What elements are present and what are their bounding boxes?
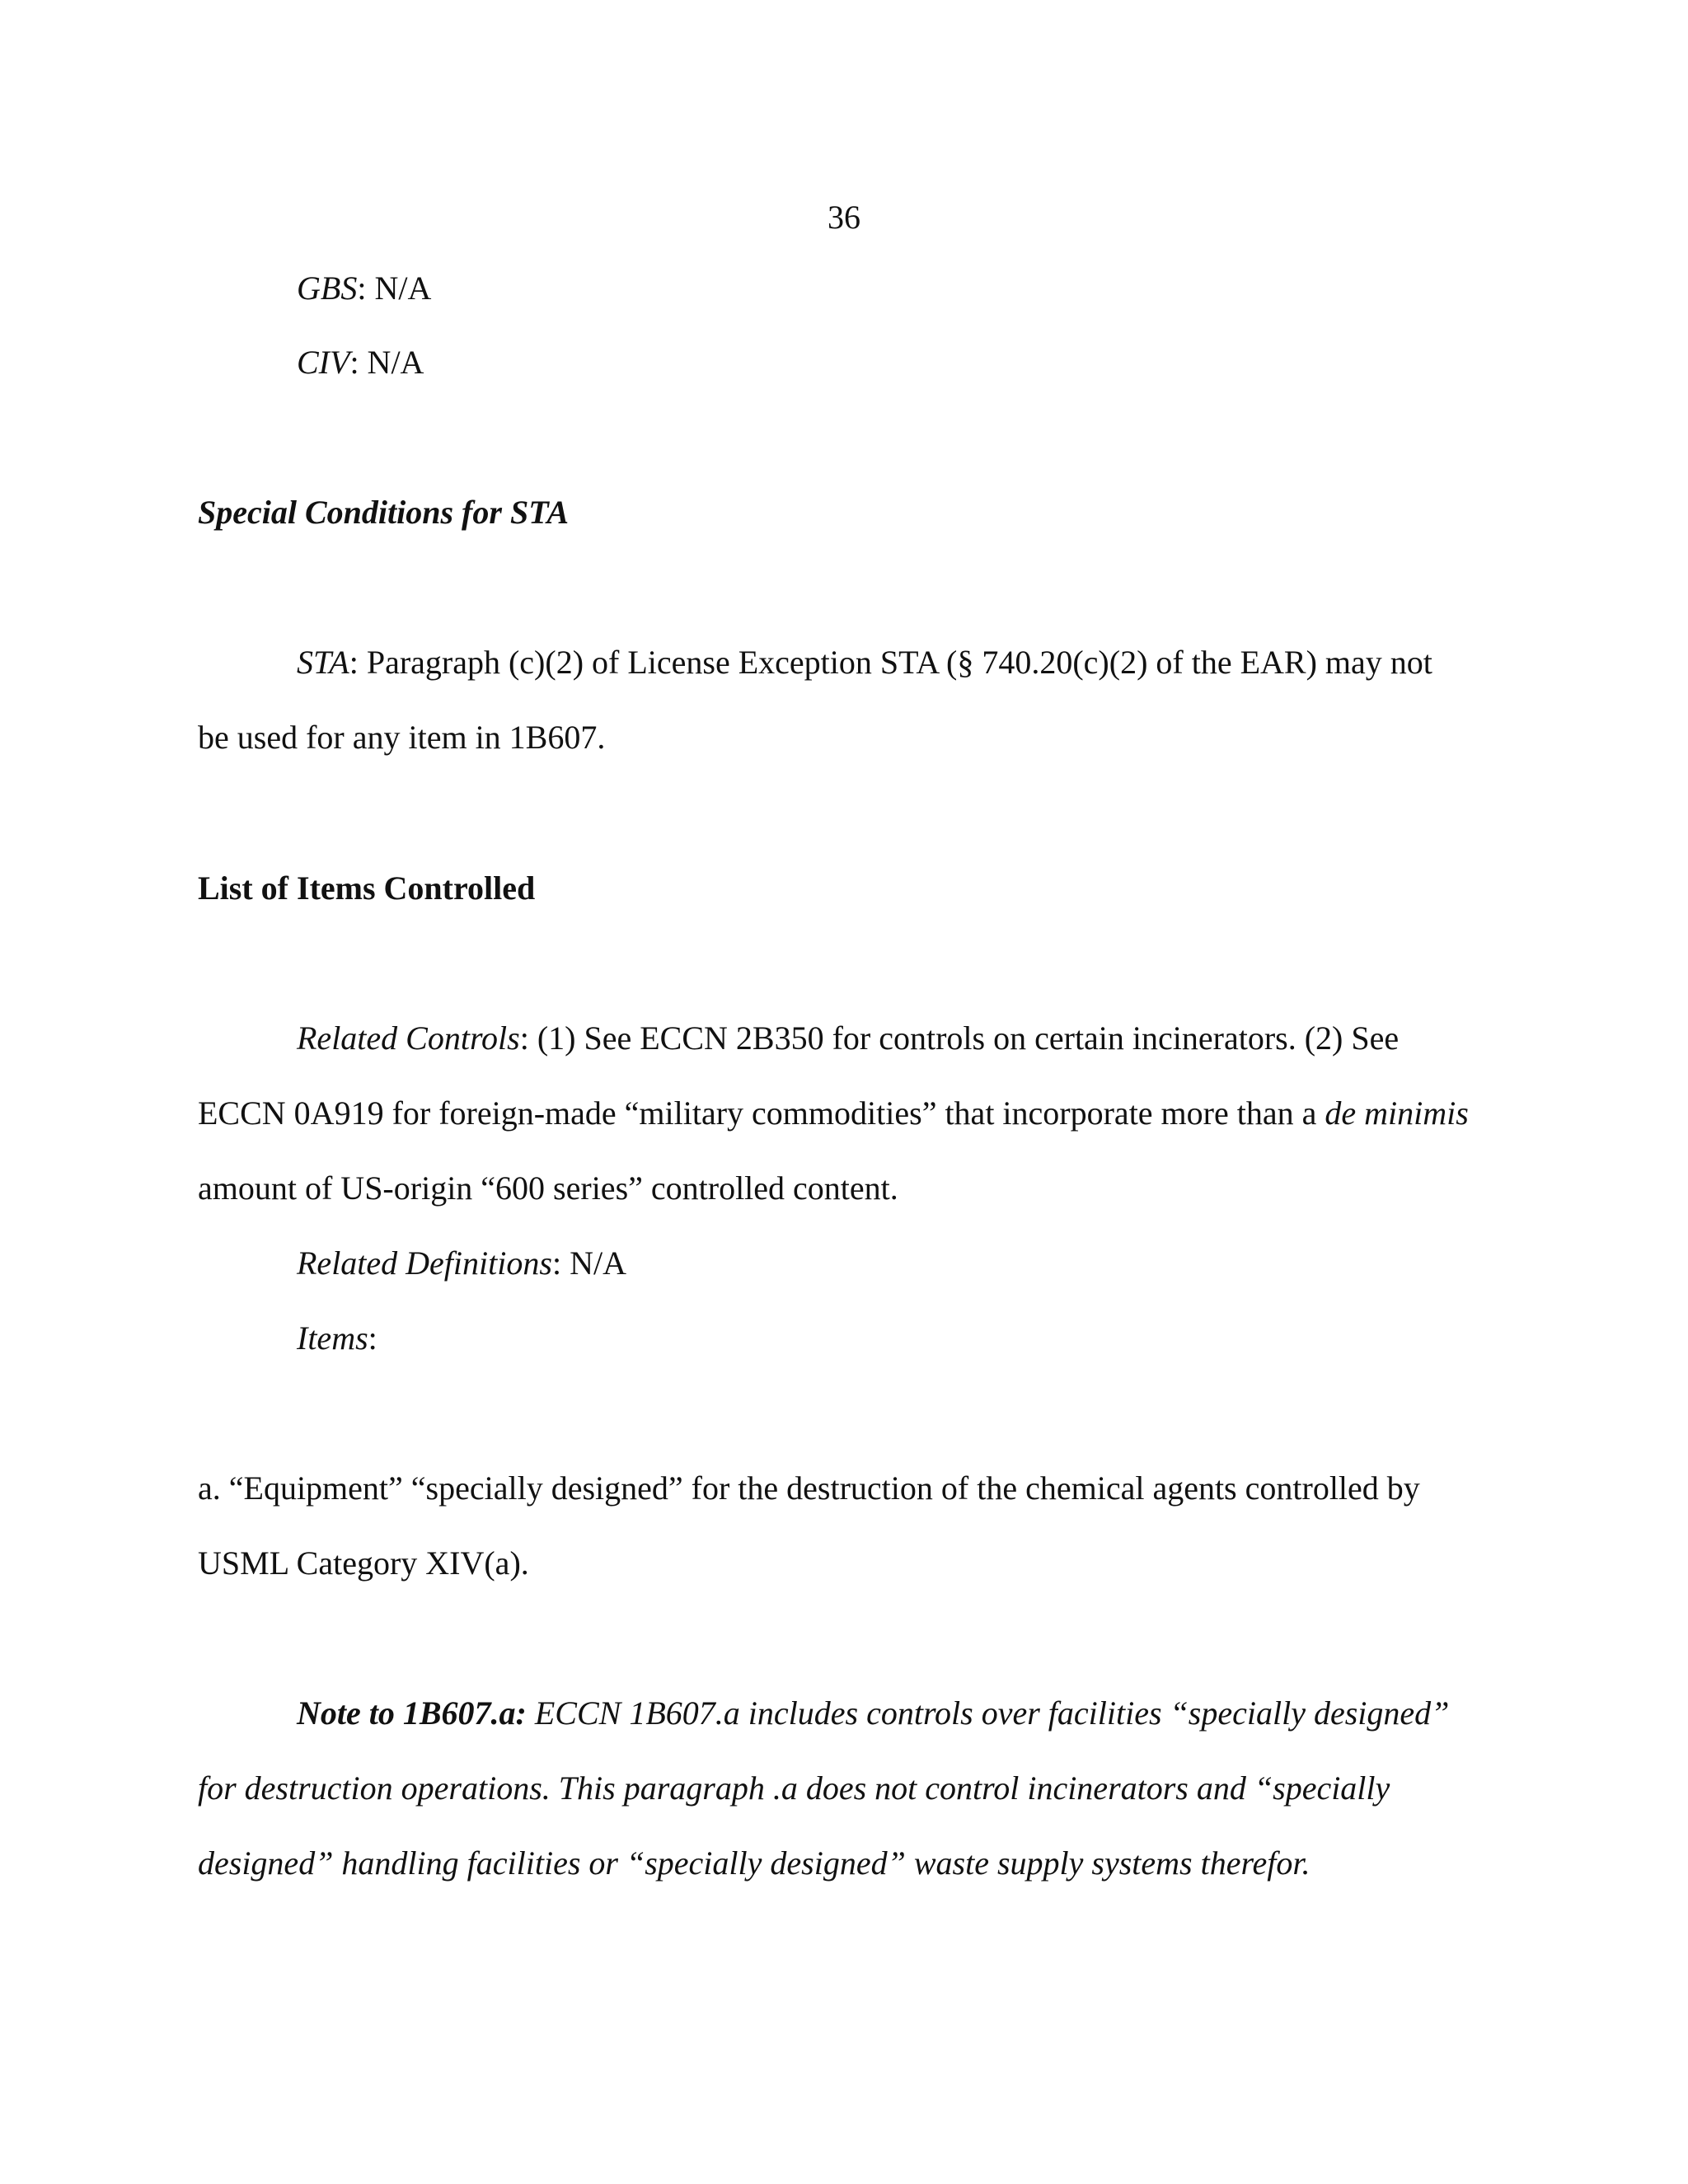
civ-line bbox=[297, 346, 424, 379]
gbs-label: GBS bbox=[297, 269, 358, 307]
related-controls-line1 bbox=[297, 1019, 1400, 1057]
note-text-line1: ECCN 1B607.a includes controls over facilities “specially designed” bbox=[526, 1694, 1450, 1732]
note-line3: designed” handling facilities or “specially designed” waste supply systems therefor. bbox=[198, 1844, 1311, 1882]
item-a-line2: USML Category XIV(a). bbox=[198, 1544, 529, 1582]
sta-paragraph-line1 bbox=[297, 646, 1432, 679]
item-a-line1: a. “Equipment” “specially designed” for the destruction of the chemical agents controlled by bbox=[198, 1469, 1420, 1507]
civ-value: : N/A bbox=[349, 344, 424, 381]
de-minimis-term: de minimis bbox=[1325, 1094, 1469, 1132]
note-label: Note to 1B607.a: bbox=[297, 1694, 527, 1732]
related-controls-text-line1: : (1) See ECCN 2B350 for controls on certain incinerators. (2) See bbox=[519, 1019, 1400, 1057]
gbs-line bbox=[297, 269, 432, 307]
list-of-items-heading: List of Items Controlled bbox=[198, 869, 536, 907]
special-conditions-heading: Special Conditions for STA bbox=[198, 494, 570, 531]
page-number: 36 bbox=[828, 199, 860, 236]
related-definitions-label: Related Definitions bbox=[297, 1244, 552, 1282]
gbs-value: : N/A bbox=[357, 269, 432, 307]
items-line bbox=[297, 1319, 377, 1357]
sta-label: STA bbox=[297, 644, 349, 681]
related-definitions-value: : N/A bbox=[551, 1244, 626, 1282]
civ-label: CIV bbox=[297, 344, 350, 381]
related-controls-line3: amount of US-origin “600 series” controlled content. bbox=[198, 1169, 898, 1207]
related-controls-line2 bbox=[198, 1094, 1469, 1132]
related-controls-text-line2: ECCN 0A919 for foreign-made “military commodities” that incorporate more than a bbox=[198, 1094, 1325, 1132]
items-label: Items bbox=[297, 1319, 368, 1357]
items-colon: : bbox=[368, 1319, 377, 1357]
note-line1 bbox=[297, 1694, 1450, 1732]
related-definitions-line bbox=[297, 1244, 626, 1282]
sta-text-line1: : Paragraph (c)(2) of License Exception STA (§ 740.20(c)(2) of the EAR) may not bbox=[349, 644, 1432, 681]
related-controls-label: Related Controls bbox=[297, 1019, 520, 1057]
note-line2: for destruction operations. This paragraph .a does not control incinerators and “specially bbox=[198, 1769, 1390, 1807]
sta-paragraph-line2: be used for any item in 1B607. bbox=[198, 719, 606, 756]
